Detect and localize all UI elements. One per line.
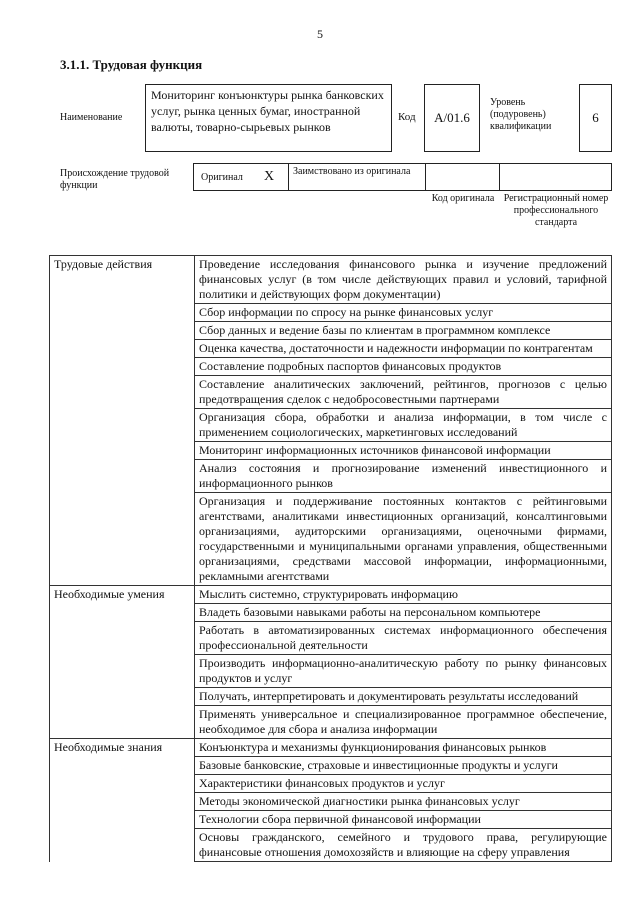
section-heading: 3.1.1. Трудовая функция <box>60 57 203 72</box>
table-cell: Составление аналитических заключений, рейтингов, прогнозов с целью предотвращения сделок с недобросовестными партнерами <box>195 376 612 409</box>
level-value: 6 <box>579 84 612 152</box>
origin-label: Происхождение трудовой функции <box>60 168 170 191</box>
original-mark: X <box>264 169 275 184</box>
category-cell: Необходимые умения <box>50 586 195 739</box>
table-cell: Мониторинг информационных источников финансовой информации <box>195 442 612 460</box>
function-name: Мониторинг конъюнктуры рынка банковских услуг, рынка ценных бумаг, иностранной валюты, товарно-сырьевых рынков <box>145 84 392 152</box>
table-row <box>50 586 612 604</box>
table-cell: Применять универсальное и специализированное программное обеспечение, необходимое для сбора и анализа информации <box>195 706 612 739</box>
table-cell: Характеристики финансовых продуктов и услуг <box>195 775 612 793</box>
borrowed-cell: Заимствовано из оригинала <box>288 163 426 191</box>
table-cell: Конъюнктура и механизмы функционирования финансовых рынков <box>195 739 612 757</box>
code-value: A/01.6 <box>424 84 480 152</box>
table-cell: Основы гражданского, семейного и трудового права, регулирующие финансовые отношения домохозяйств и влияющие на сферу управления <box>195 829 612 862</box>
table-cell: Получать, интерпретировать и документировать результаты исследований <box>195 688 612 706</box>
reg-number-label: Регистрационный номер профессионального стандарта <box>503 193 609 228</box>
table-cell: Базовые банковские, страховые и инвестиционные продукты и услуги <box>195 757 612 775</box>
original-cell <box>193 163 289 191</box>
code-label: Код <box>398 111 416 123</box>
category-cell: Необходимые знания <box>50 739 195 862</box>
table-cell: Организация сбора, обработки и анализа информации, в том числе с применением социологических, маркетинговых исследований <box>195 409 612 442</box>
reg-number-box <box>499 163 612 191</box>
table-cell: Работать в автоматизированных системах информационного обеспечения профессиональной деятельности <box>195 622 612 655</box>
category-cell: Трудовые действия <box>50 256 195 586</box>
table-cell: Составление подробных паспортов финансовых продуктов <box>195 358 612 376</box>
table-cell: Оценка качества, достаточности и надежности информации по контрагентам <box>195 340 612 358</box>
table-cell: Методы экономической диагностики рынка финансовых услуг <box>195 793 612 811</box>
table-cell: Технологии сбора первичной финансовой информации <box>195 811 612 829</box>
table-row <box>50 739 612 757</box>
table-cell: Мыслить системно, структурировать информацию <box>195 586 612 604</box>
table-cell: Владеть базовыми навыками работы на персональном компьютере <box>195 604 612 622</box>
name-label: Наименование <box>60 112 123 123</box>
code-original-box <box>425 163 500 191</box>
original-label: Оригинал <box>201 172 243 183</box>
code-original-label: Код оригинала <box>431 193 495 204</box>
table-cell: Организация и поддерживание постоянных контактов с рейтинговыми агентствами, аналитиками инвестиционных организаций, консалтинговыми организациями, аудиторскими организациями, оценочными фирмами, государственными и муниципальными органами управления, общественными организациями, средствами массовой информации, информационными, рекламными агентствами <box>195 493 612 586</box>
table-cell: Анализ состояния и прогнозирование изменений инвестиционного и информационного рынков <box>195 460 612 493</box>
table-cell: Производить информационно-аналитическую работу по рынку финансовых продуктов и услуг <box>195 655 612 688</box>
labor-function-table <box>49 255 612 862</box>
table-cell: Проведение исследования финансового рынка и изучение предложений финансовых услуг (в том числе действующих правил и условий, тарифной политики и действующих форм документации) <box>195 256 612 304</box>
level-label: Уровень (подуровень) квалификации <box>490 97 552 132</box>
table-row <box>50 256 612 304</box>
page-number: 5 <box>317 27 323 41</box>
table-cell: Сбор данных и ведение базы по клиентам в программном комплексе <box>195 322 612 340</box>
table-cell: Сбор информации по спросу на рынке финансовых услуг <box>195 304 612 322</box>
